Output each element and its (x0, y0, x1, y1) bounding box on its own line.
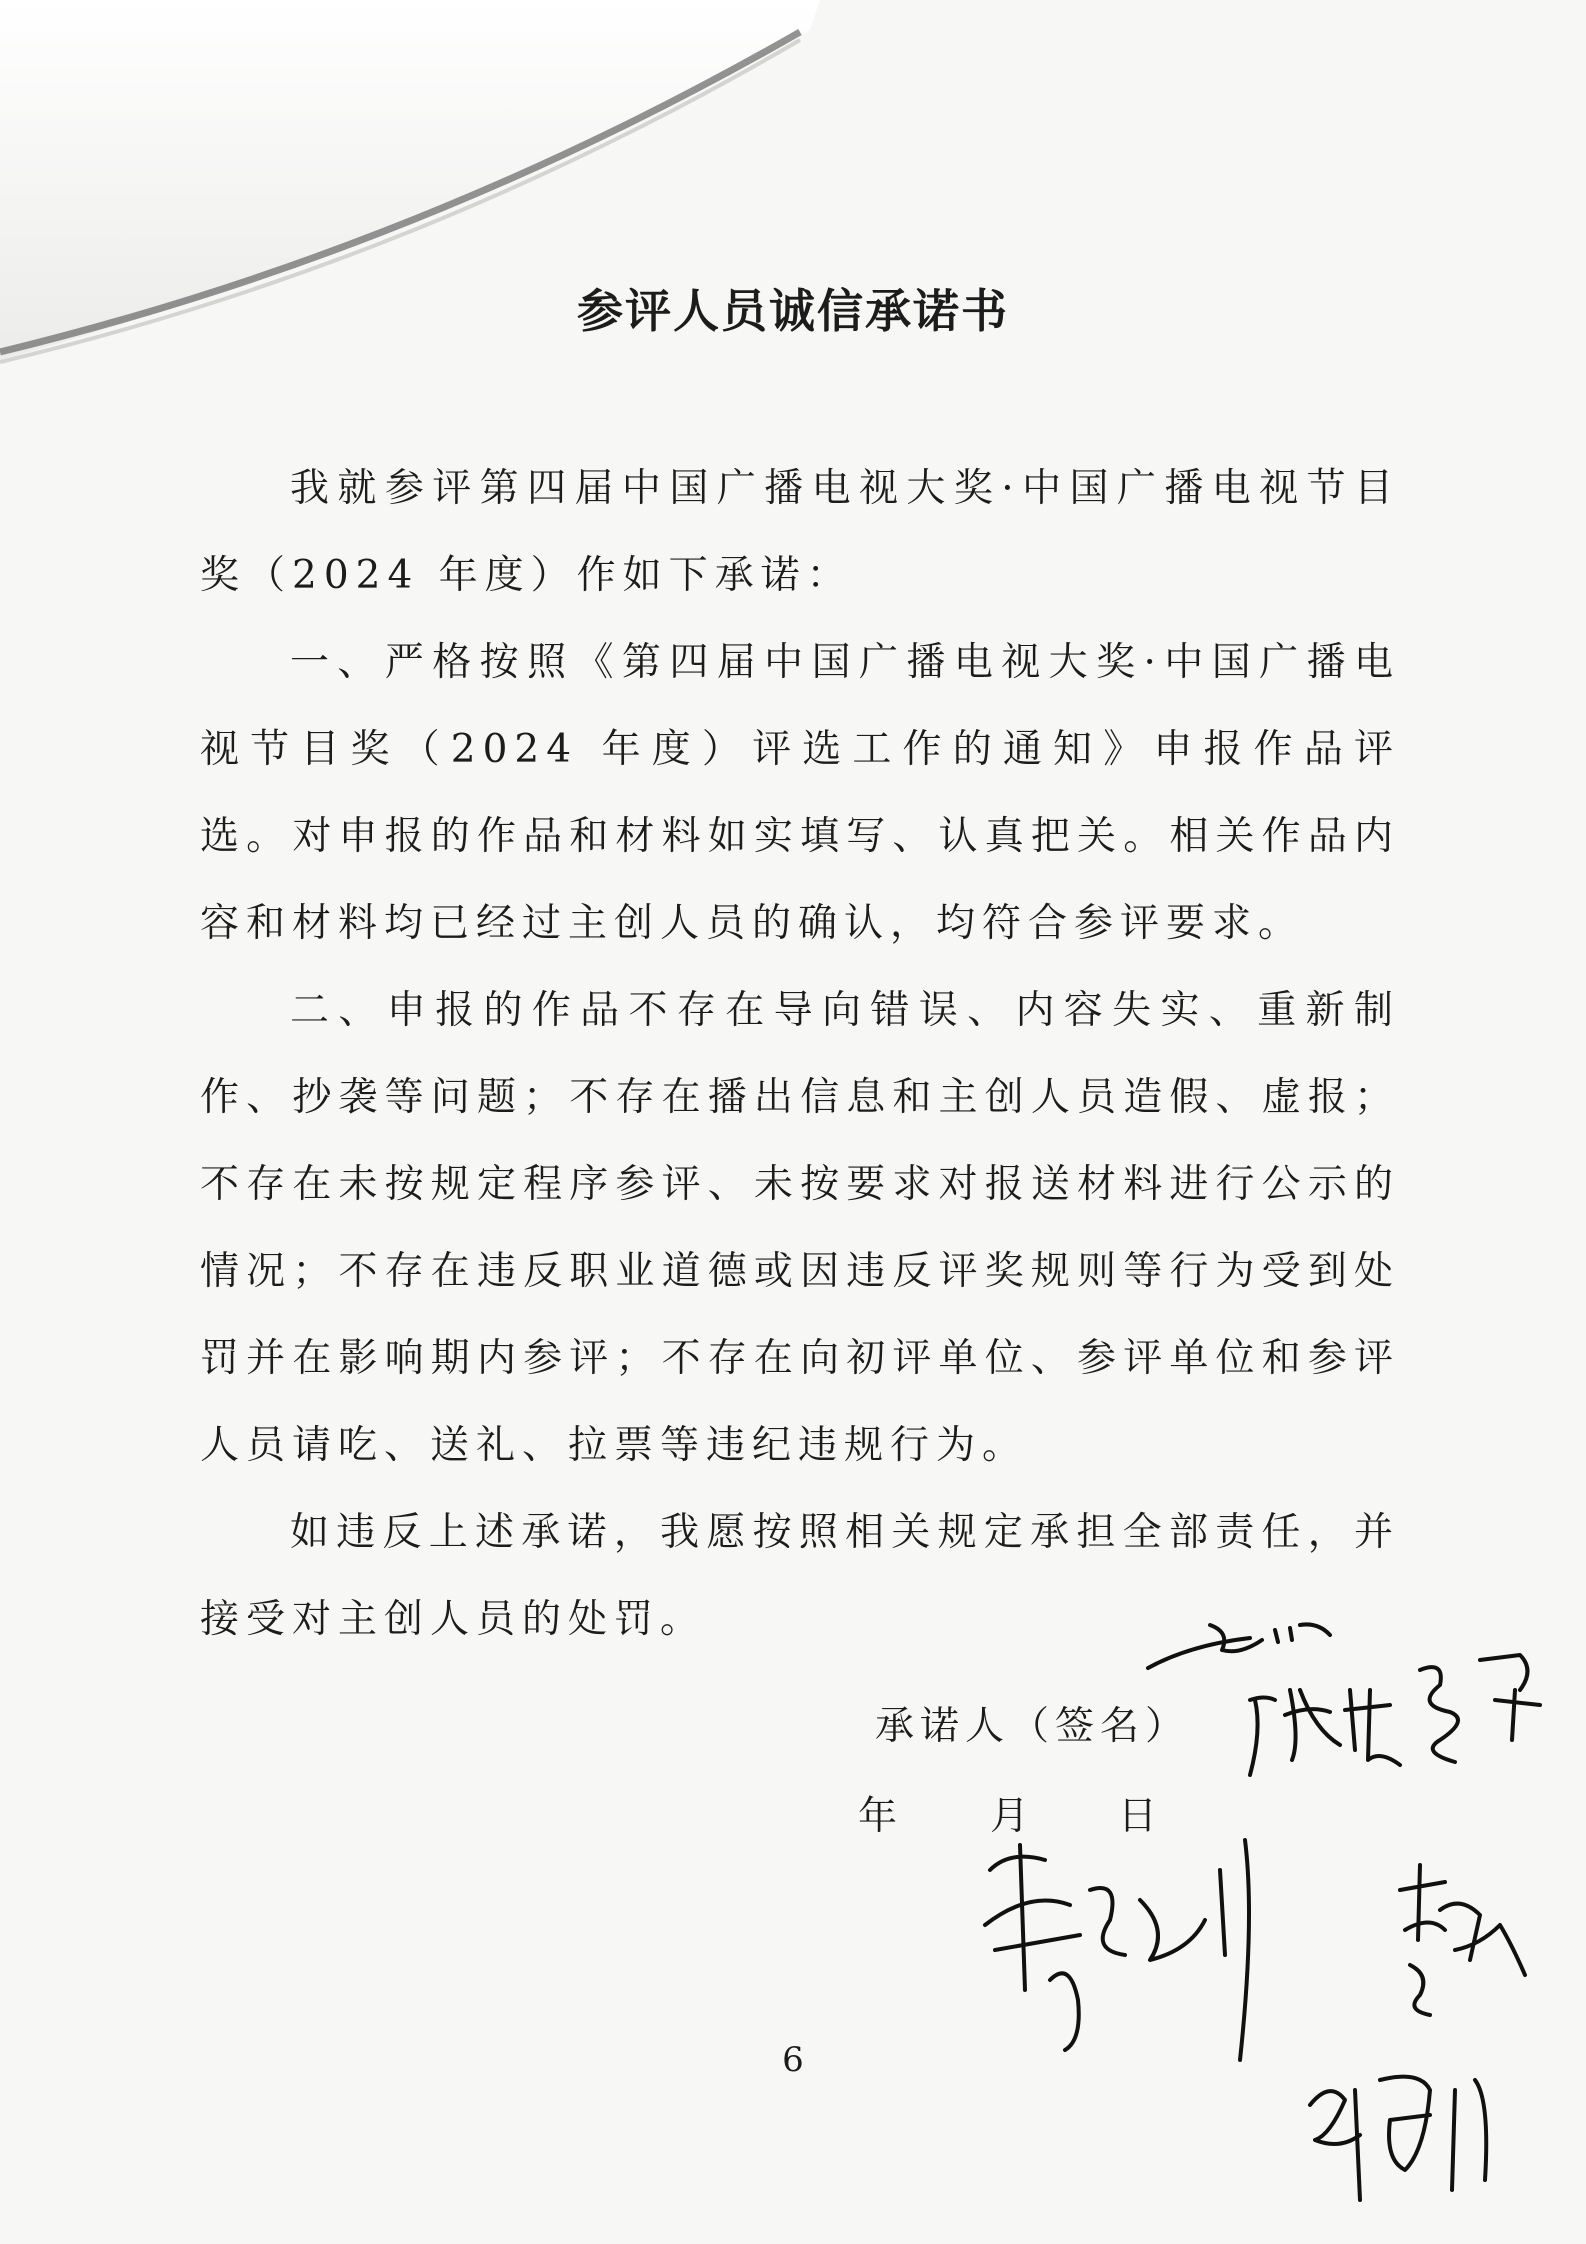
paragraph-item-1: 一、严格按照《第四届中国广播电视大奖·中国广播电视节目奖（2024 年度）评选工作的通知》申报作品评选。对申报的作品和材料如实填写、认真把关。相关作品内容和材料均已经过主创人员的确认，均符合参评要求。 (200, 640, 1400, 946)
signature-2 (985, 1840, 1249, 2060)
page-fold-shadow (0, 0, 1586, 420)
signature-4 (1310, 2077, 1486, 2200)
document-title: 参评人员诚信承诺书 (577, 284, 1009, 338)
document-body (200, 445, 1400, 1663)
page-number: 6 (782, 2040, 804, 2080)
paragraph-item-2: 二、申报的作品不存在导向错误、内容失实、重新制作、抄袭等问题；不存在播出信息和主创人员造假、虚报；不存在未按规定程序参评、未按要求对报送材料进行公示的情况；不存在违反职业道德或因违反评奖规则等行为受到处罚并在影响期内参评；不存在向初评单位、参评单位和参评人员请吃、送礼、拉票等违纪违规行为。 (200, 988, 1400, 1468)
paragraph-intro: 我就参评第四届中国广播电视大奖·中国广播电视节目奖（2024 年度）作如下承诺： (200, 466, 1400, 598)
date-month-label: 月 (990, 1794, 1030, 1839)
date-year-label: 年 (858, 1794, 898, 1839)
paragraph-closing: 如违反上述承诺，我愿按照相关规定承担全部责任，并接受对主创人员的处罚。 (200, 1510, 1400, 1642)
date-day-label: 日 (1118, 1794, 1158, 1839)
signer-label: 承诺人（签名） (875, 1704, 1191, 1749)
signature-3 (1400, 1865, 1525, 2015)
